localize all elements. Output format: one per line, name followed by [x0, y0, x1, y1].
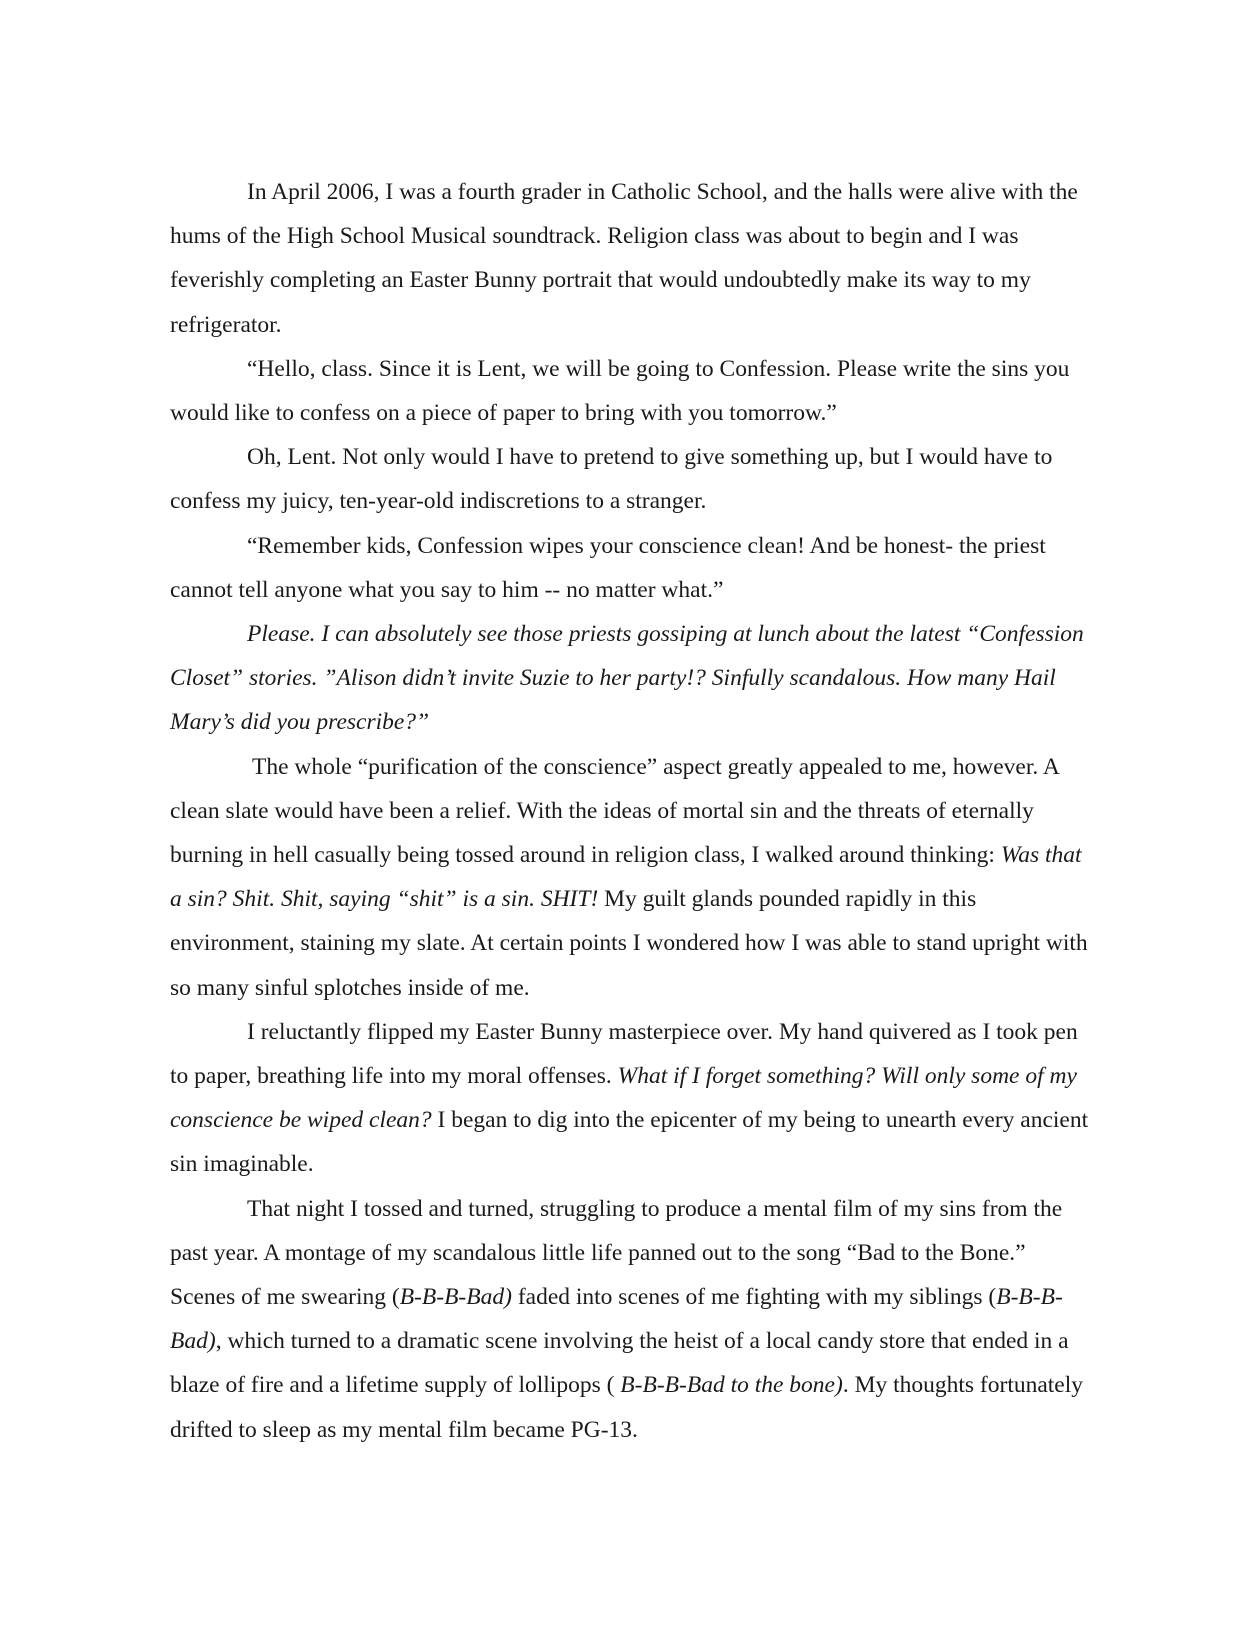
paragraph-intro [170, 170, 1090, 347]
paragraph-writing-sins [170, 1010, 1090, 1187]
paragraph-text: That night I tossed and turned, struggling to produce a mental film of my sins from the past year. A montage of my scandalous little life panned out to the song “Bad to the Bone.” Scenes of me swearing ( [170, 1195, 1063, 1311]
paragraph-text-italic: Was that a sin? Shit. Shit, saying “shit” is a sin. SHIT! [170, 842, 1082, 913]
paragraph-text-italic: Please. I can absolutely see those priests gossiping at lunch about the latest “Confession Closet” stories. ”Alison didn’t invite Suzie to her party!? Sinfully scandalous. How many Hail Mary’s did you prescribe?” [170, 621, 1084, 736]
paragraph-text: , which turned to a dramatic scene involving the heist of a local candy store that ended in a blaze of fire and a lifetime supply of lollipops ( [170, 1328, 1069, 1399]
paragraph-purification [170, 745, 1090, 1010]
paragraph-text-italic: What if I forget something? Will only some of my conscience be wiped clean? [170, 1063, 1077, 1134]
paragraph-text-italic: B-B-B-Bad) [170, 1284, 1063, 1355]
paragraph-text: Oh, Lent. Not only would I have to pretend to give something up, but I would have to confess my juicy, ten-year-old indiscretions to a stranger. [170, 444, 1053, 515]
paragraph-text-italic: B-B-B-Bad to the bone) [620, 1372, 843, 1399]
paragraph-lent-reaction [170, 435, 1090, 523]
paragraph-text: “Hello, class. Since it is Lent, we will be going to Confession. Please write the sins you would like to confess on a piece of paper to bring with you tomorrow.” [170, 355, 1070, 427]
paragraph-text: In April 2006, I was a fourth grader in Catholic School, and the halls were alive with the hums of the High School Musical soundtrack. Religion class was about to begin and I was feverishly completing an Easter Bunny portrait that would undoubtedly make its way to my refrigerator. [170, 179, 1078, 338]
paragraph-text: The whole “purification of the conscience” aspect greatly appealed to me, however. A clean slate would have been a relief. With the ideas of mortal sin and the threats of eternally burning in hell casually being tossed around in religion class, I walked around thinking: [170, 753, 1059, 869]
paragraph-text: . My thoughts fortunately drifted to sleep as my mental film became PG-13. [170, 1372, 1084, 1443]
paragraph-text: I reluctantly flipped my Easter Bunny masterpiece over. My hand quivered as I took pen to paper, breathing life into my moral offenses. [170, 1018, 1078, 1090]
paragraph-teacher-announcement [170, 347, 1090, 435]
paragraph-text: “Remember kids, Confession wipes your conscience clean! And be honest- the priest cannot tell anyone what you say to him -- no matter what.” [170, 532, 1046, 603]
paragraph-priest-gossip [170, 612, 1090, 745]
essay-body [170, 170, 1090, 1452]
paragraph-text: faded into scenes of me fighting with my siblings ( [511, 1284, 997, 1311]
paragraph-mental-film [170, 1187, 1090, 1452]
paragraph-text: My guilt glands pounded rapidly in this environment, staining my slate. At certain points I wondered how I was able to stand upright with so many sinful splotches inside of me. [170, 886, 1088, 1001]
paragraph-text: I began to dig into the epicenter of my being to unearth every ancient sin imaginable. [170, 1107, 1089, 1178]
paragraph-teacher-reminder [170, 524, 1090, 612]
paragraph-text-italic: B-B-B-Bad) [399, 1284, 512, 1311]
